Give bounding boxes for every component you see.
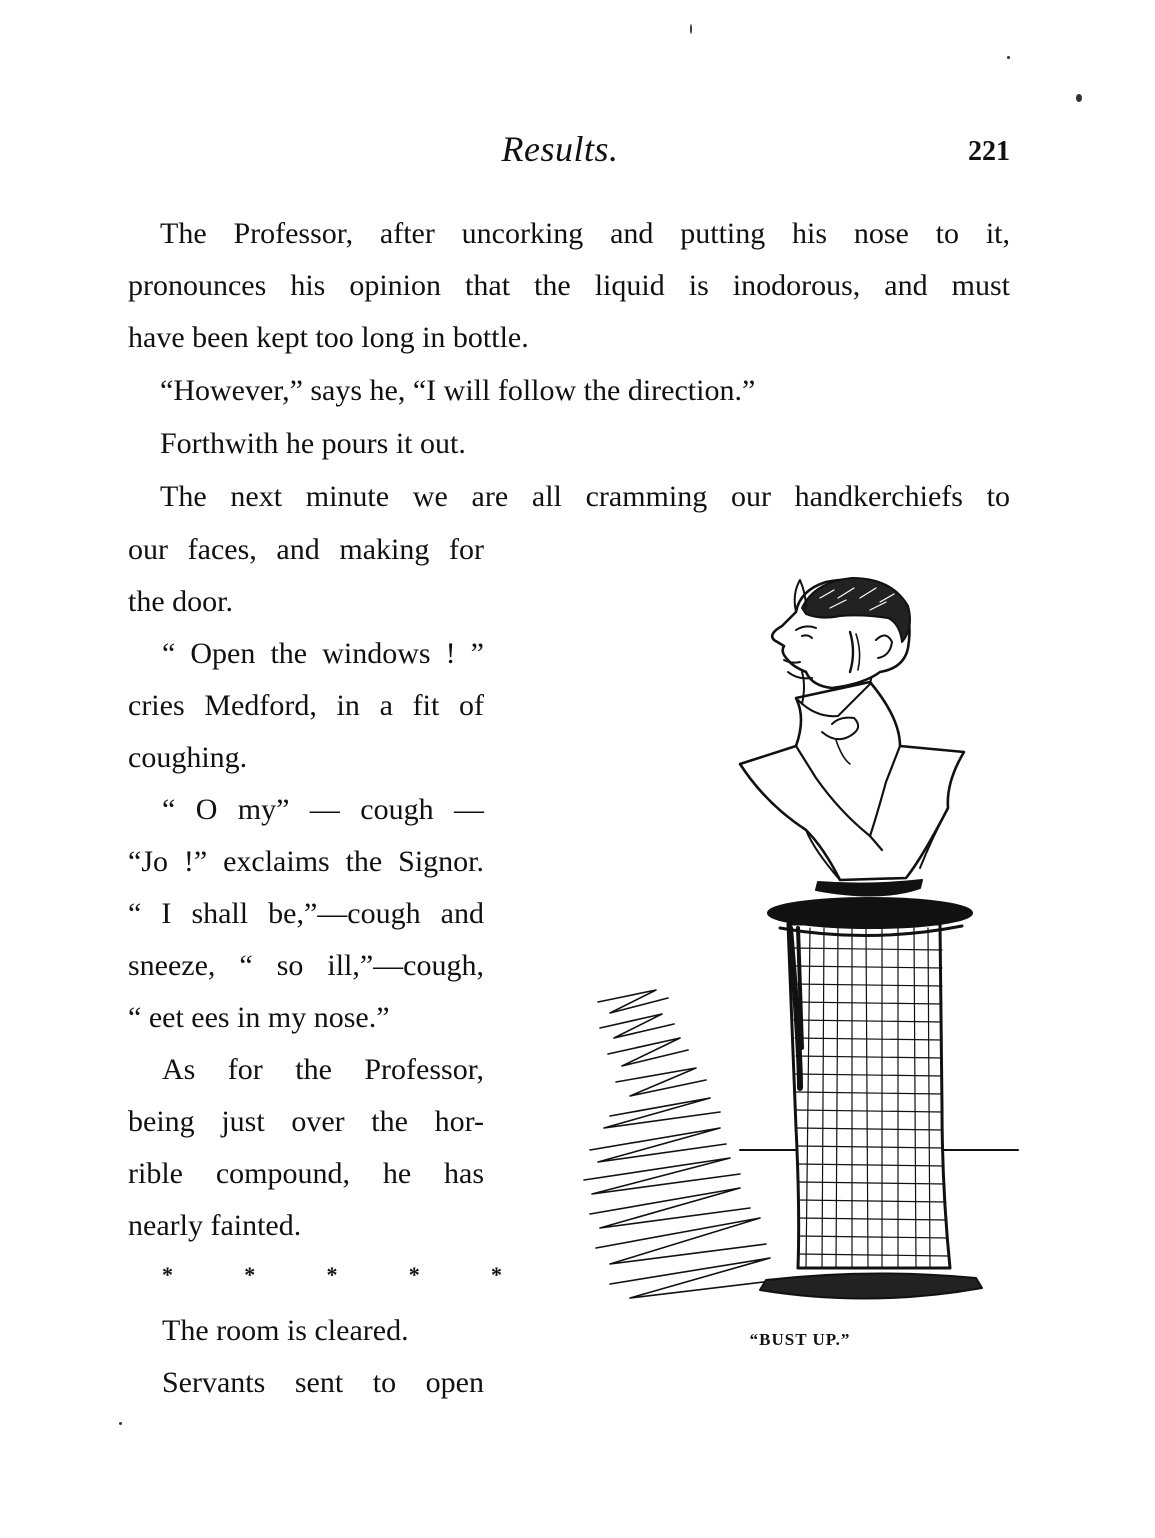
asterisk: * [326, 1262, 338, 1287]
text-line: “Jo !” exclaims the Signor. [128, 845, 484, 878]
text-line: “ eet ees in my nose.” [128, 1001, 390, 1034]
illustration-caption: “BUST UP.” [749, 1330, 851, 1349]
text-line: pronounces his opinion that the liquid is inodorous, and must [128, 269, 1010, 302]
text-line: coughing. [128, 741, 248, 774]
text-line: the door. [128, 585, 233, 618]
text-line: The next minute we are all cramming our handkerchiefs to [160, 480, 1010, 513]
motion-lines [584, 990, 780, 1298]
running-title: Results. [501, 129, 619, 169]
asterisk: * [491, 1262, 502, 1287]
scan-speck [1007, 56, 1010, 59]
text-line: The Professor, after uncorking and putting his nose to it, [160, 217, 1010, 250]
text-line: our faces, and making for [128, 533, 484, 566]
text-line: being just over the hor- [128, 1105, 484, 1138]
text-line: nearly fainted. [128, 1209, 302, 1242]
asterisk: * [408, 1262, 420, 1287]
text-line: Forthwith he pours it out. [160, 427, 466, 460]
text-line: As for the Professor, [162, 1053, 484, 1086]
page-number: 221 [968, 136, 1010, 167]
bust-on-pedestal-illustration [570, 568, 1020, 1318]
text-line: “ I shall be,”—cough and [128, 897, 484, 930]
scan-speck [1076, 94, 1082, 102]
scan-speck [119, 1422, 122, 1425]
text-line: have been kept too long in bottle. [128, 321, 529, 354]
text-line: cries Medford, in a fit of [128, 689, 484, 722]
text-line: rible compound, he has [128, 1157, 484, 1190]
text-line: Servants sent to open [162, 1366, 484, 1399]
asterisk: * [244, 1262, 256, 1287]
text-line: sneeze, “ so ill,”—cough, [128, 949, 484, 982]
text-line: “However,” says he, “I will follow the direction.” [160, 374, 756, 407]
text-line: “ Open the windows ! ” [162, 637, 484, 670]
text-line: The room is cleared. [162, 1314, 409, 1347]
asterisk: * [162, 1262, 173, 1287]
section-break [162, 1262, 502, 1288]
text-line: “ O my” — cough — [162, 793, 484, 826]
scan-speck [690, 24, 692, 34]
